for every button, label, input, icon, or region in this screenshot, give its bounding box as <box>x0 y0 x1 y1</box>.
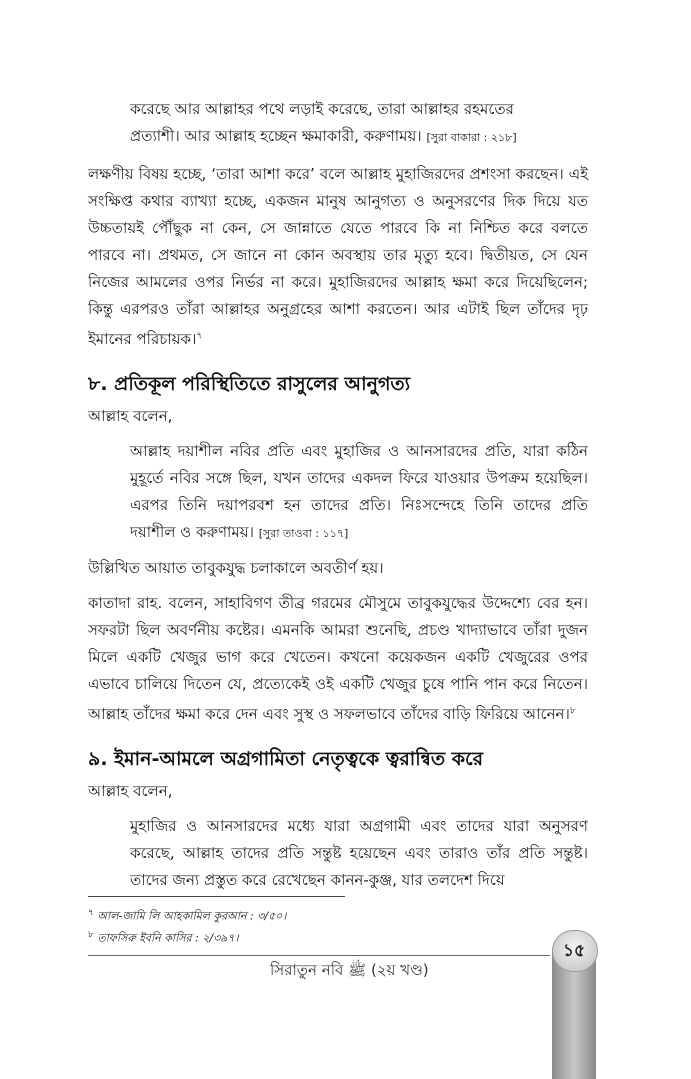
paragraph <box>88 161 588 353</box>
quote-text: আল্লাহ দয়াশীল নবির প্রতি এবং মুহাজির ও আনসারদের প্রতি, যারা কঠিন মুহূর্তে নবির সঙ্গে ছিল, যখন তাদের একদল ফিরে যাওয়ার উপক্রম হয়েছিল। এরপর তিনি দয়াপরবশ হন তাদের প্রতি। নিঃসন্দেহে তিনি তাদের প্রতি দয়াশীল ও করুণাময়। <box>130 442 588 541</box>
quran-quote-3: মুহাজির ও আনসারদের মধ্যে যারা অগ্রগামী এবং তাদের যারা অনুসরণ করেছে, আল্লাহ তাদের প্রতি সন্তুষ্ট হয়েছেন এবং তারাও তাঁর প্রতি সন্তুষ্ট। তাদের জন্য প্রস্তুত করে রেখেছেন কানন-কুঞ্জ, যার তলদেশ দিয়ে <box>130 817 588 889</box>
footnote-text: তাফসিরু ইবনি কাসির : ২/৩৯৭। <box>97 931 239 945</box>
paragraph-text: কাতাদা রাহ. বলেন, সাহাবিগণ তীব্র গরমের মৌসুমে তাবুকযুদ্ধের উদ্দেশ্যে বের হন। সফরটা ছিল অবর্ণনীয় কষ্টের। এমনকি আমরা শুনেছি, প্রচণ্ড খাদ্যাভাবে তাঁরা দুজন মিলে একটি খেজুর ভাগ করে খেতেন। কখনো কয়েকজন একটি খেজুরের ওপর এভাবে চালিয়ে দিতেন যে, প্রত্যেকেই ওই একটি খেজুর চুষে পানি পান করে নিতেন। আল্লাহ তাঁদের ক্ষমা করে দেন এবং সুস্থ ও সফলভাবে তাঁদের বাড়ি ফিরিয়ে আনেন। <box>88 594 588 723</box>
footnote-marker: ৮ <box>88 929 94 940</box>
page-content <box>88 96 588 894</box>
footnote-marker: ৭ <box>88 908 94 918</box>
quote-line <box>130 123 588 151</box>
page-number: ১৫ <box>562 941 586 961</box>
footnotes <box>88 904 286 947</box>
surah-citation: [সুরা বাকারা : ২১৮] <box>426 131 517 144</box>
footnote-marker: ৭ <box>196 331 203 341</box>
footer-rule <box>88 955 550 956</box>
section-heading: ৮. প্রতিকূল পরিস্থিতিতে রাসুলের আনুগত্য <box>88 373 411 395</box>
quote-text: প্রত্যাশী। আর আল্লাহ হচ্ছেন ক্ষমাকারী, করুণাময়। <box>130 127 422 145</box>
footnote-text: আল-জামি লি আহকামিল কুরআন : ৩/৫০। <box>97 909 287 923</box>
footnote <box>88 904 286 926</box>
quran-quote-2 <box>130 438 588 547</box>
footnote-marker: ৮ <box>569 706 576 716</box>
quran-quote-1 <box>130 96 588 151</box>
footnote <box>88 926 286 948</box>
section-intro: আল্লাহ বলেন, <box>88 782 173 800</box>
section-intro: আল্লাহ বলেন, <box>88 407 173 425</box>
paragraph <box>88 590 588 728</box>
quote-line: করেছে আর আল্লাহর পথে লড়াই করেছে, তারা আল্লাহর রহমতের <box>130 100 514 118</box>
surah-citation: [সুরা তাওবা : ১১৭] <box>258 527 349 540</box>
section-heading: ৯. ইমান-আমলে অগ্রগামিতা নেতৃত্বকে ত্বরান্বিত করে <box>88 748 484 770</box>
paragraph: উল্লিখিত আয়াত তাবুকযুদ্ধ চলাকালে অবতীর্ণ হয়। <box>88 559 384 577</box>
paragraph-text: লক্ষণীয় বিষয় হচ্ছে, ‘তারা আশা করে’ বলে আল্লাহ মুহাজিরদের প্রশংসা করছেন। এই সংক্ষিপ্ত কথার ব্যাখ্যা হচ্ছে, একজন মানুষ আনুগত্য ও অনুসরণের দিক দিয়ে যত উচ্চতায়ই পৌঁছুক না কেন, সে জান্নাতে যেতে পারবে কি না নিশ্চিত করে বলতে পারবে না। প্রথমত, সে জানে না কোন অবস্থায় তার মৃত্যু হবে। দ্বিতীয়ত, সে যেন নিজের আমলের ওপর নির্ভর না করে। মুহাজিরদের আল্লাহ ক্ষমা করে দিয়েছিলেন; কিন্তু এরপরও তাঁরা আল্লাহর অনুগ্রহের আশা করতেন। আর এটাই ছিল তাঁদের দৃঢ় ইমানের পরিচায়ক। <box>88 165 588 348</box>
footnote-divider <box>88 896 345 897</box>
book-title: সিরাতুন নবি ﷺ (২য় খণ্ড) <box>270 961 429 979</box>
